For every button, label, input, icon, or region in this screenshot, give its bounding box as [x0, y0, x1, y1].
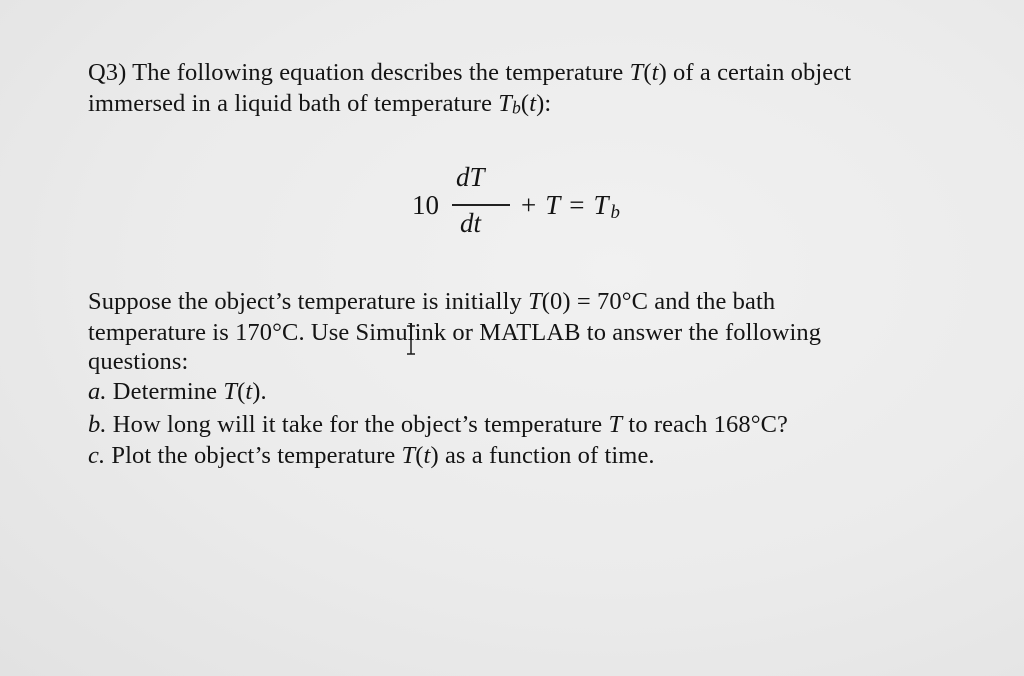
subscript-b: b [610, 201, 620, 223]
item-text: ) as a function of time. [430, 442, 655, 469]
differential-equation [412, 160, 672, 250]
variable-T: T [593, 190, 609, 220]
question-text: immersed in a liquid bath of temperature [88, 90, 499, 117]
item-text: Plot the object’s temperature [105, 442, 402, 469]
body-line-3 [88, 347, 188, 377]
plus-sign: + [521, 190, 537, 220]
item-marker: a. [88, 378, 107, 405]
variable-t: t [245, 378, 253, 405]
paren: ( [415, 442, 424, 469]
item-c [88, 441, 655, 471]
variable-T: T [629, 59, 644, 86]
variable-T: T [545, 190, 561, 220]
variable-T: T [223, 378, 238, 405]
item-text: How long will it take for the object’s temperature [106, 411, 609, 438]
body-text: Suppose the object’s temperature is initially [88, 288, 529, 315]
question-line-2 [88, 89, 551, 123]
variable-T: T [608, 411, 623, 438]
paren: ( [520, 90, 530, 117]
item-marker: c. [88, 442, 106, 469]
subscript-b: b [512, 97, 521, 118]
equals-sign: = [569, 190, 585, 220]
item-text: to reach 168°C? [622, 411, 789, 438]
paren: ( [643, 59, 652, 86]
fraction-denominator: dt [460, 208, 482, 238]
equation-coefficient: 10 [412, 190, 439, 220]
question-text: ): [536, 90, 552, 117]
variable-T: T [401, 442, 416, 469]
item-marker: b. [88, 411, 107, 438]
body-line-2 [88, 318, 821, 348]
variable-T: T [498, 90, 512, 117]
variable-T: T [528, 288, 542, 315]
item-b [88, 410, 788, 440]
body-text: temperature is 170°C. Use Simulink or MATLAB to answer the following [88, 319, 822, 346]
variable-t: t [651, 59, 659, 86]
body-text: questions: [88, 348, 189, 375]
item-text: ). [252, 378, 267, 405]
fraction-numerator: dT [456, 162, 485, 192]
item-a [88, 377, 267, 407]
question-text: Q3) The following equation describes the temperature [88, 59, 630, 86]
body-text: (0) = 70°C and the bath [541, 288, 776, 315]
text-cursor-icon [405, 325, 417, 355]
variable-t: t [529, 90, 537, 117]
fraction-bar [452, 204, 510, 206]
paren: ( [237, 378, 246, 405]
item-text: Determine [106, 378, 224, 405]
variable-t: t [423, 442, 431, 469]
equation-rest [512, 190, 620, 224]
question-text: ) of a certain object [658, 59, 852, 86]
question-line-1 [88, 58, 851, 88]
body-line-1 [88, 287, 775, 317]
